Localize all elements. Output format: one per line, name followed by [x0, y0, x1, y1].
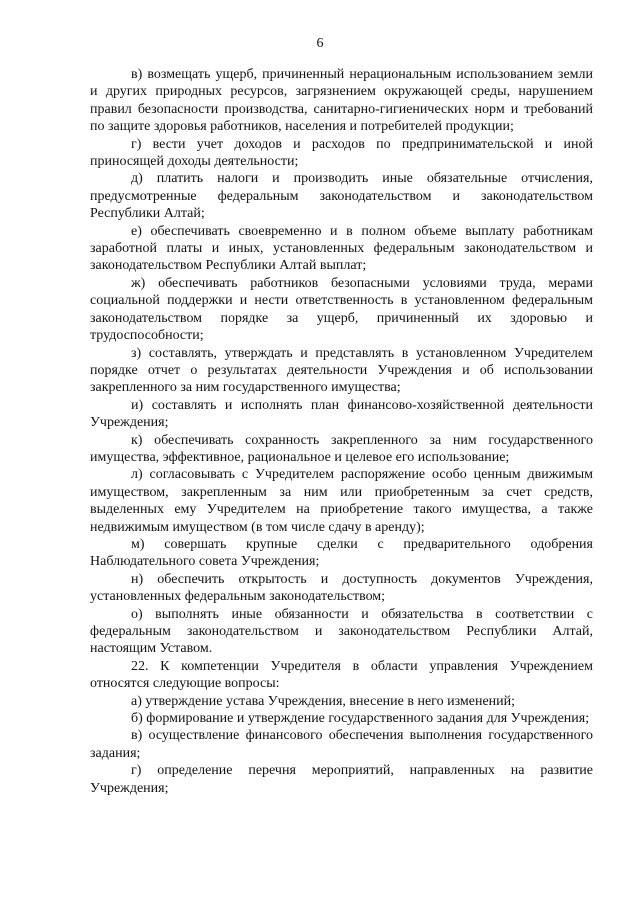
paragraph-clause-g: г) вести учет доходов и расходов по предпринимательской и иной приносящей доходы деятельности;	[90, 136, 593, 170]
paragraph-section-22: 22. К компетенции Учредителя в области управления Учреждением относятся следующие вопросы:	[90, 658, 593, 692]
paragraph-clause-n: н) обеспечить открытость и доступность документов Учреждения, установленных федеральным законодательством;	[90, 571, 593, 605]
document-body	[90, 66, 593, 797]
paragraph-clause-z: з) составлять, утверждать и представлять в установленном Учредителем порядке отчет о результатах деятельности Учреждения и об использовании закрепленного за ним государственного имущества;	[90, 345, 593, 396]
paragraph-clause-d: д) платить налоги и производить иные обязательные отчисления, предусмотренные федеральным законодательством и законодательством Республики Алтай;	[90, 171, 593, 222]
paragraph-clause-zh: ж) обеспечивать работников безопасными условиями труда, мерами социальной поддержки и нести ответственность в установленном федеральным законодательством порядке за ущерб, причиненный их здоровью и трудоспособности;	[90, 275, 593, 344]
paragraph-item-a: а) утверждение устава Учреждения, внесение в него изменений;	[131, 693, 516, 709]
paragraph-clause-l: л) согласовывать с Учредителем распоряжение особо ценным движимым имуществом, закрепленным за ним или приобретенным за счет средств, выделенных ему Учредителем на приобретение такого имущества, а также недвижимым имуществом (в том числе сдачу в аренду);	[90, 467, 593, 535]
paragraph-item-g: г) определение перечня мероприятий, направленных на развитие Учреждения;	[90, 763, 593, 796]
paragraph-clause-m: м) совершать крупные сделки с предварительного одобрения Наблюдательного совета Учреждения;	[90, 536, 593, 570]
paragraph-clause-e: е) обеспечивать своевременно и в полном объеме выплату работникам заработной платы и иных, установленных федеральным законодательством и законодательством Республики Алтай выплат;	[90, 223, 593, 274]
paragraph-clause-o: о) выполнять иные обязанности и обязательства в соответствии с федеральным законодательством и законодательством Республики Алтай, настоящим Уставом.	[90, 606, 593, 657]
paragraph-item-b: б) формирование и утверждение государственного задания для Учреждения;	[131, 711, 590, 727]
paragraph-clause-i: и) составлять и исполнять план финансово-хозяйственной деятельности Учреждения;	[90, 397, 593, 431]
paragraph-clause-v: в) возмещать ущерб, причиненный нерациональным использованием земли и других природных ресурсов, загрязнением окружающей среды, нарушением правил безопасности производства, санитарно-гигиенических норм и требований по защите здоровья работников, населения и потребителей продукции;	[90, 67, 593, 135]
page-number: 6	[316, 36, 324, 51]
paragraph-item-v: в) осуществление финансового обеспечения выполнения государственного задания;	[90, 728, 593, 761]
paragraph-clause-k: к) обеспечивать сохранность закрепленного за ним государственного имущества, эффективное, рациональное и целевое его использование;	[90, 432, 593, 465]
